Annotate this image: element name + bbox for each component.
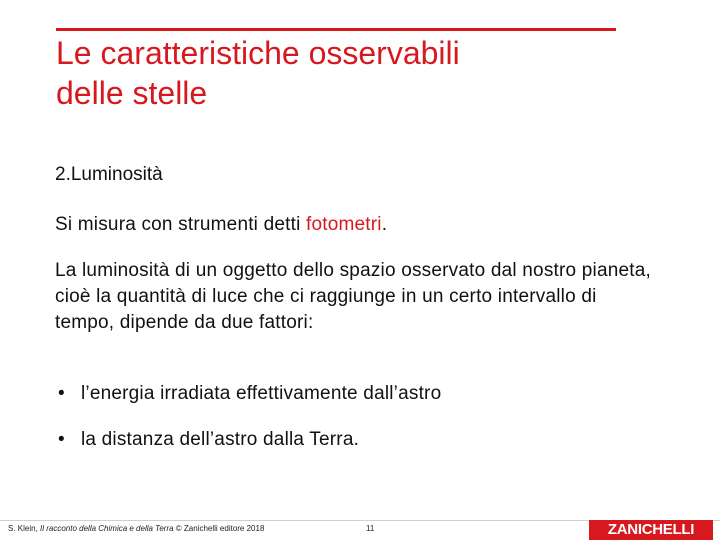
list-item-text: l’energia irradiata effettivamente dall’astro [81,383,442,404]
bullet-icon: • [58,383,65,404]
bullet-list [55,382,441,474]
paragraph-luminosity: La luminosità di un oggetto dello spazio osservato dal nostro pianeta, cioè la quantità di luce che ci raggiunge in un certo intervallo di tempo, dipende da due fattori: [55,260,651,333]
zanichelli-logo: ZANICHELLI [589,520,713,540]
slide-title-line-1: Le caratteristiche osservabili [56,35,460,71]
highlighted-term: fotometri [305,214,382,235]
section-subtitle: 2.Luminosità [55,164,163,185]
slide-title [56,33,676,113]
footer-author: S. Klein, [8,524,41,533]
page-number: 11 [366,524,375,533]
paragraph-photometers [55,213,387,237]
bullet-icon: • [58,429,65,450]
list-item-text: la distanza dell’astro dalla Terra. [81,429,360,450]
footer-publisher: © Zanichelli editore 2018 [173,524,265,533]
paragraph-photometers-end: . [381,214,388,235]
title-accent-line [56,28,616,31]
list-item [55,428,441,452]
slide-title-line-2: delle stelle [56,75,208,111]
footer-book-title: Il racconto della Chimica e della Terra [40,524,174,533]
paragraph-photometers-text: Si misura con strumenti detti [55,214,306,235]
footer-credit [8,524,264,534]
list-item [55,382,441,406]
